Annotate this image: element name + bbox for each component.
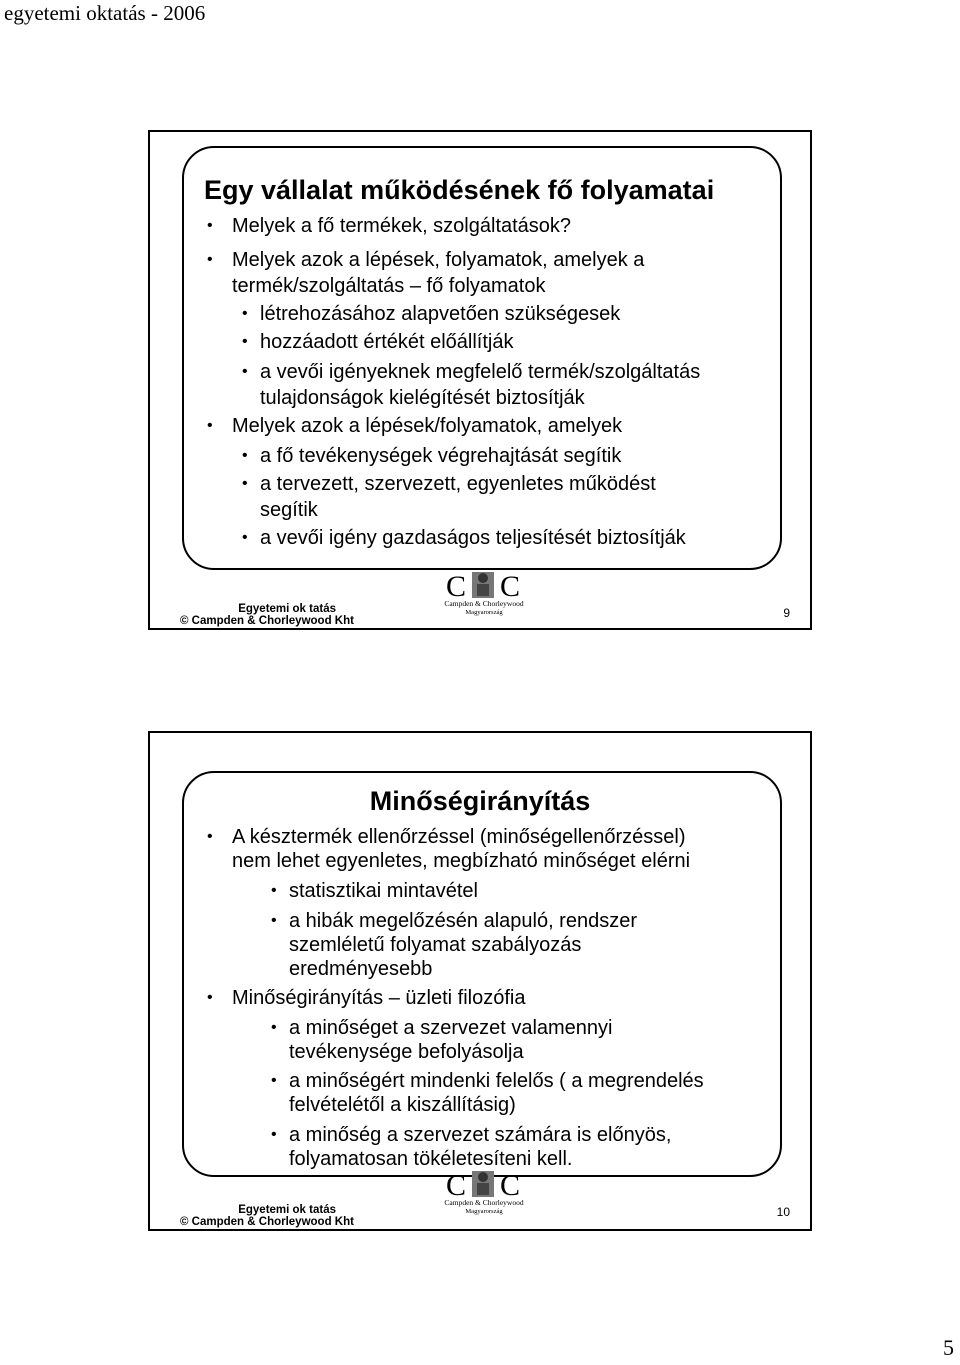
footer-copyright: © Campden & Chorleywood Kht — [180, 615, 354, 627]
logo-text-line2: Magyarország — [465, 1208, 503, 1215]
sub-bullet-item: • a tervezett, szervezett, egyenletes működést — [260, 472, 656, 496]
sub-bullet-item: • a hibák megelőzésén alapuló, rendszer — [289, 909, 637, 933]
bullet-item-continuation: termék/szolgáltatás – fő folyamatok — [232, 275, 546, 297]
slide-title: Egy vállalat működésének fő folyamatai — [204, 175, 715, 205]
footer-course: Egyetemi ok tatás — [238, 603, 336, 615]
sub-bullet-item: • a minőség a szervezet számára is előnyös, — [289, 1123, 671, 1147]
sub-bullet-continuation: segítik — [260, 499, 318, 521]
sub-bullet-item: • hozzáadott értékét előállítják — [260, 330, 514, 354]
sub-bullet-item: • a vevői igényeknek megfelelő termék/szolgáltatás — [260, 360, 700, 384]
logo-text-line1: Campden & Chorleywood — [444, 599, 524, 608]
bullet-item-continuation: nem lehet egyenletes, megbízható minőséget elérni — [232, 850, 691, 872]
svg-text:C: C — [446, 1169, 467, 1202]
sub-bullet-item: • a minőséget a szervezet valamennyi — [289, 1016, 613, 1040]
sub-bullet-item: • a vevői igény gazdaságos teljesítését biztosítják — [260, 526, 686, 550]
slide-title: Minőségirányítás — [369, 786, 591, 816]
sub-bullet-continuation: felvételétől a kiszállításig) — [289, 1094, 516, 1116]
bullet-item: • A késztermék ellenőrzéssel (minőségellenőrzéssel) — [232, 825, 686, 849]
bullet-item: • Melyek a fő termékek, szolgáltatások? — [232, 214, 571, 238]
bullet-item: • Melyek azok a lépések/folyamatok, amelyek — [232, 414, 622, 438]
sub-bullet-continuation: szemléletű folyamat szabályozás — [289, 934, 582, 956]
bullet-item: • Melyek azok a lépések, folyamatok, amelyek a — [232, 248, 644, 272]
campden-logo-icon — [444, 568, 524, 624]
footer-copyright: © Campden & Chorleywood Kht — [180, 1216, 354, 1228]
svg-text:C: C — [446, 570, 467, 603]
bullet-item: • Minőségirányítás – üzleti filozófia — [232, 986, 525, 1010]
sub-bullet-continuation: tulajdonságok kielégítését biztosítják — [260, 387, 585, 409]
page-header: egyetemi oktatás - 2006 — [4, 1, 206, 25]
sub-bullet-item: • a minőségért mindenki felelős ( a megrendelés — [289, 1069, 704, 1093]
logo-text-line2: Magyarország — [465, 609, 503, 616]
svg-text:C: C — [500, 1169, 521, 1202]
sub-bullet-item: • a fő tevékenységek végrehajtását segítik — [260, 444, 621, 468]
sub-bullet-item: • létrehozásához alapvetően szükségesek — [260, 302, 620, 326]
svg-text:C: C — [500, 570, 521, 603]
campden-logo-icon — [444, 1167, 524, 1223]
sub-bullet-continuation: folyamatosan tökéletesíteni kell. — [289, 1148, 573, 1170]
logo-text-line1: Campden & Chorleywood — [444, 1198, 524, 1207]
page-number: 5 — [943, 1335, 954, 1360]
slide-10 — [148, 731, 812, 1231]
slide-number: 10 — [776, 1205, 790, 1219]
sub-bullet-item: • statisztikai mintavétel — [289, 879, 478, 903]
sub-bullet-continuation: eredményesebb — [289, 958, 433, 980]
slide-number: 9 — [783, 606, 790, 620]
slide-9 — [148, 130, 812, 630]
sub-bullet-continuation: tevékenysége befolyásolja — [289, 1041, 524, 1063]
footer-course: Egyetemi ok tatás — [238, 1204, 336, 1216]
